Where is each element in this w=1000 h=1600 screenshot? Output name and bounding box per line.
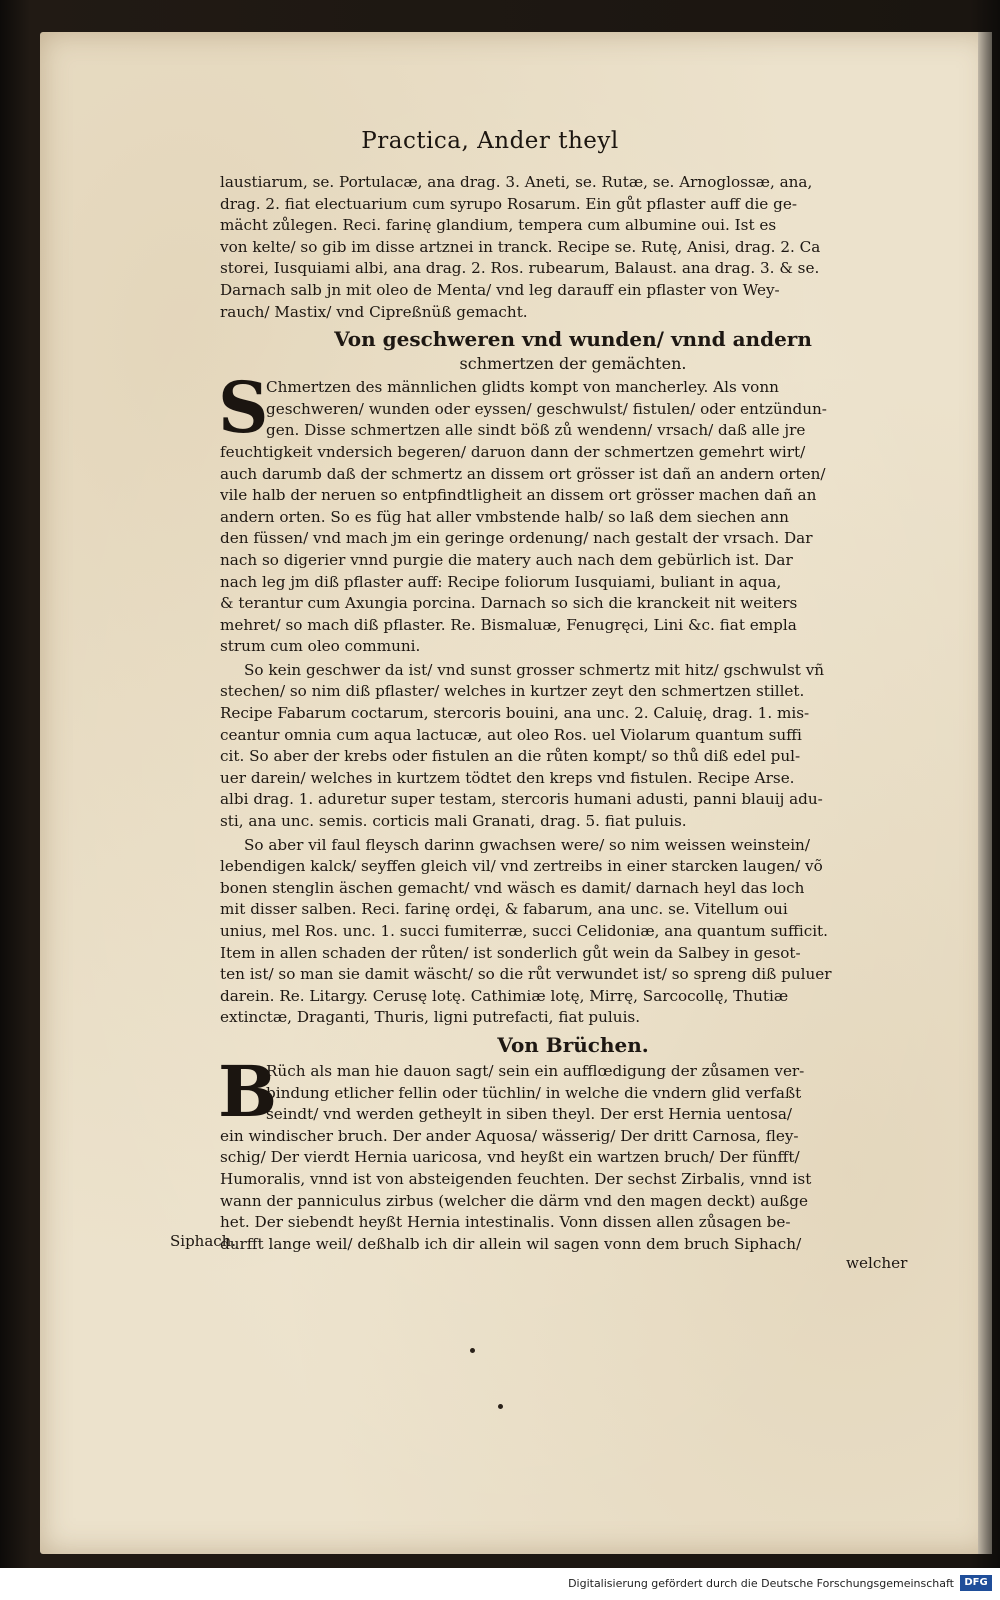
text-line: ten ist/ so man sie damit wäscht/ so die růt verwundet ist/ so spreng diß puluer (220, 965, 832, 984)
text-line: storei, Iusquiami albi, ana drag. 2. Ros. rubearum, Balaust. ana drag. 3. & se. (220, 259, 820, 278)
text-line: bindung etlicher fellin oder tüchlin/ in welche die vndern glid verfaßt (266, 1083, 802, 1102)
catchword: welcher (846, 1254, 908, 1272)
section-heading-1: Von geschweren vnd wunden/ vnnd andern (334, 327, 812, 352)
text-line: cit. So aber der krebs oder fistulen an die růten kompt/ so thů diß edel pul- (220, 747, 801, 766)
dropcap-s: S (218, 366, 269, 450)
text-line: auch darumb daß der schmertz an dissem ort grösser ist dañ an andern orten/ (220, 464, 826, 483)
text-block (220, 172, 926, 1255)
text-line: & terantur cum Axungia porcina. Darnach so sich die kranckeit nit weiters (220, 594, 798, 613)
paragraph-4-lines (218, 1049, 926, 1255)
text-line: drag. 2. fiat electuarium cum syrupo Rosarum. Ein gůt pflaster auff die ge- (220, 194, 797, 213)
text-line: bonen stenglin äschen gemacht/ vnd wäsch es damit/ darnach heyl das loch (220, 878, 805, 897)
paragraph-1 (218, 366, 926, 658)
footer-bar (0, 1568, 1000, 1600)
book-page (40, 32, 992, 1554)
text-line: laustiarum, se. Portulacæ, ana drag. 3. Aneti, se. Rutæ, se. Arnoglossæ, ana, (220, 173, 813, 191)
text-line: So aber vil faul fleysch darinn gwachsen were/ so nim weissen weinstein/ (244, 835, 810, 854)
footer-credit: Digitalisierung gefördert durch die Deutsche Forschungsgemeinschaft (568, 1577, 954, 1590)
text-line: extinctæ, Draganti, Thuris, ligni putrefacti, fiat puluis. (220, 1008, 641, 1027)
margin-note: Siphach. (170, 1232, 237, 1250)
text-line: Rüch als man hie dauon sagt/ sein ein aufflœdigung der zůsamen ver- (266, 1061, 805, 1080)
text-line: wann der panniculus zirbus (welcher die därm vnd den magen deckt) außge (220, 1191, 808, 1210)
text-line: uer darein/ welches in kurtzem tödtet den kreps vnd fistulen. Recipe Arse. (220, 768, 795, 787)
text-line: Darnach salb jn mit oleo de Menta/ vnd leg darauff ein pflaster von Wey- (220, 280, 780, 299)
text-line: unius, mel Ros. unc. 1. succi fumiterræ, succi Celidoniæ, ana quantum sufficit. (220, 922, 828, 940)
text-line: nach so digerier vnnd purgie die matery auch nach dem gebürlich ist. Dar (220, 550, 793, 569)
page-edge (978, 32, 992, 1554)
dropcap-b: B (218, 1049, 278, 1133)
ink-dot (470, 1348, 475, 1353)
text-line: nach leg jm diß pflaster auff: Recipe foliorum Iusquiami, buliant in aqua, (220, 572, 782, 591)
running-head: Practica, Ander theyl (361, 128, 619, 154)
text-line: Humoralis, vnnd ist von absteigenden feuchten. Der sechst Zirbalis, vnnd ist (220, 1169, 812, 1188)
dfg-logo: DFG (960, 1575, 992, 1591)
paragraph-4 (218, 1049, 926, 1255)
ink-dot (498, 1404, 503, 1409)
text-line: strum cum oleo communi. (220, 637, 421, 656)
text-line: ceantur omnia cum aqua lactucæ, aut oleo Ros. uel Violarum quantum suffi (220, 725, 802, 744)
text-line: feuchtigkeit vndersich begeren/ daruon dann der schmertzen gemehrt wirt/ (220, 442, 806, 461)
paragraph-top (220, 172, 926, 323)
text-line: vile halb der neruen so entpfindtligheit an dissem ort grösser machen dañ an (220, 486, 817, 505)
text-line: gen. Disse schmertzen alle sindt böß zů wendenn/ vrsach/ daß alle jre (266, 421, 806, 440)
text-line: geschweren/ wunden oder eyssen/ geschwulst/ fistulen/ oder entzündun- (266, 399, 827, 418)
text-line: rauch/ Mastix/ vnd Cipreßnüß gemacht. (220, 302, 528, 321)
text-line: Item in allen schaden der růten/ ist sonderlich gůt wein da Salbey in gesot- (220, 943, 801, 962)
text-line: den füssen/ vnd mach jm ein geringe ordenung/ nach gestalt der vrsach. Dar (220, 529, 813, 548)
text-line: von kelte/ so gib im disse artznei in tranck. Recipe se. Rutę, Anisi, drag. 2. Ca (220, 237, 821, 256)
text-line: mehret/ so mach diß pflaster. Re. Bismaluæ, Fenugręci, Lini &c. fiat empla (220, 615, 797, 634)
section-heading-2: Von Brüchen. (497, 1032, 649, 1057)
paragraph-2 (220, 660, 926, 833)
text-line: So kein geschwer da ist/ vnd sunst grosser schmertz mit hitz/ gschwulst vñ (244, 660, 825, 679)
text-line: durfft lange weil/ deßhalb ich dir allein wil sagen vonn dem bruch Siphach/ (220, 1234, 802, 1253)
text-line: mit disser salben. Reci. farinę ordęi, & fabarum, ana unc. se. Vitellum oui (220, 900, 788, 919)
text-line: seindt/ vnd werden getheylt in siben theyl. Der erst Hernia uentosa/ (266, 1105, 793, 1124)
section-subheading-1: schmertzen der gemächten. (459, 354, 687, 374)
text-line: lebendigen kalck/ seyffen gleich vil/ vnd zertreibs in einer starcken laugen/ võ (220, 857, 823, 876)
text-line: albi drag. 1. aduretur super testam, stercoris humani adusti, panni blauij adu- (220, 790, 823, 809)
text-line: Chmertzen des männlichen glidts kompt von mancherley. Als vonn (266, 378, 779, 397)
text-line: mächt zůlegen. Reci. farinę glandium, tempera cum albumine oui. Ist es (220, 216, 777, 235)
text-line: Recipe Fabarum coctarum, stercoris bouini, ana unc. 2. Caluię, drag. 1. mis- (220, 704, 810, 723)
text-line: het. Der siebendt heyßt Hernia intestinalis. Vonn dissen allen zůsagen be- (220, 1213, 791, 1232)
paragraph-1-lines (218, 366, 926, 658)
text-line: andern orten. So es füg hat aller vmbstende halb/ so laß dem siechen ann (220, 507, 789, 526)
text-line: sti, ana unc. semis. corticis mali Granati, drag. 5. fiat puluis. (220, 812, 687, 831)
paragraph-3 (220, 835, 926, 1029)
text-line: stechen/ so nim diß pflaster/ welches in kurtzer zeyt den schmertzen stillet. (220, 682, 805, 701)
text-line: ein windischer bruch. Der ander Aquosa/ wässerig/ Der dritt Carnosa, fley- (220, 1126, 799, 1145)
text-line: darein. Re. Litargy. Cerusę lotę. Cathimiæ lotę, Mirrę, Sarcocollę, Thutiæ (220, 986, 789, 1005)
text-line: schig/ Der vierdt Hernia uaricosa, vnd heyßt ein wartzen bruch/ Der fünfft/ (220, 1148, 800, 1167)
